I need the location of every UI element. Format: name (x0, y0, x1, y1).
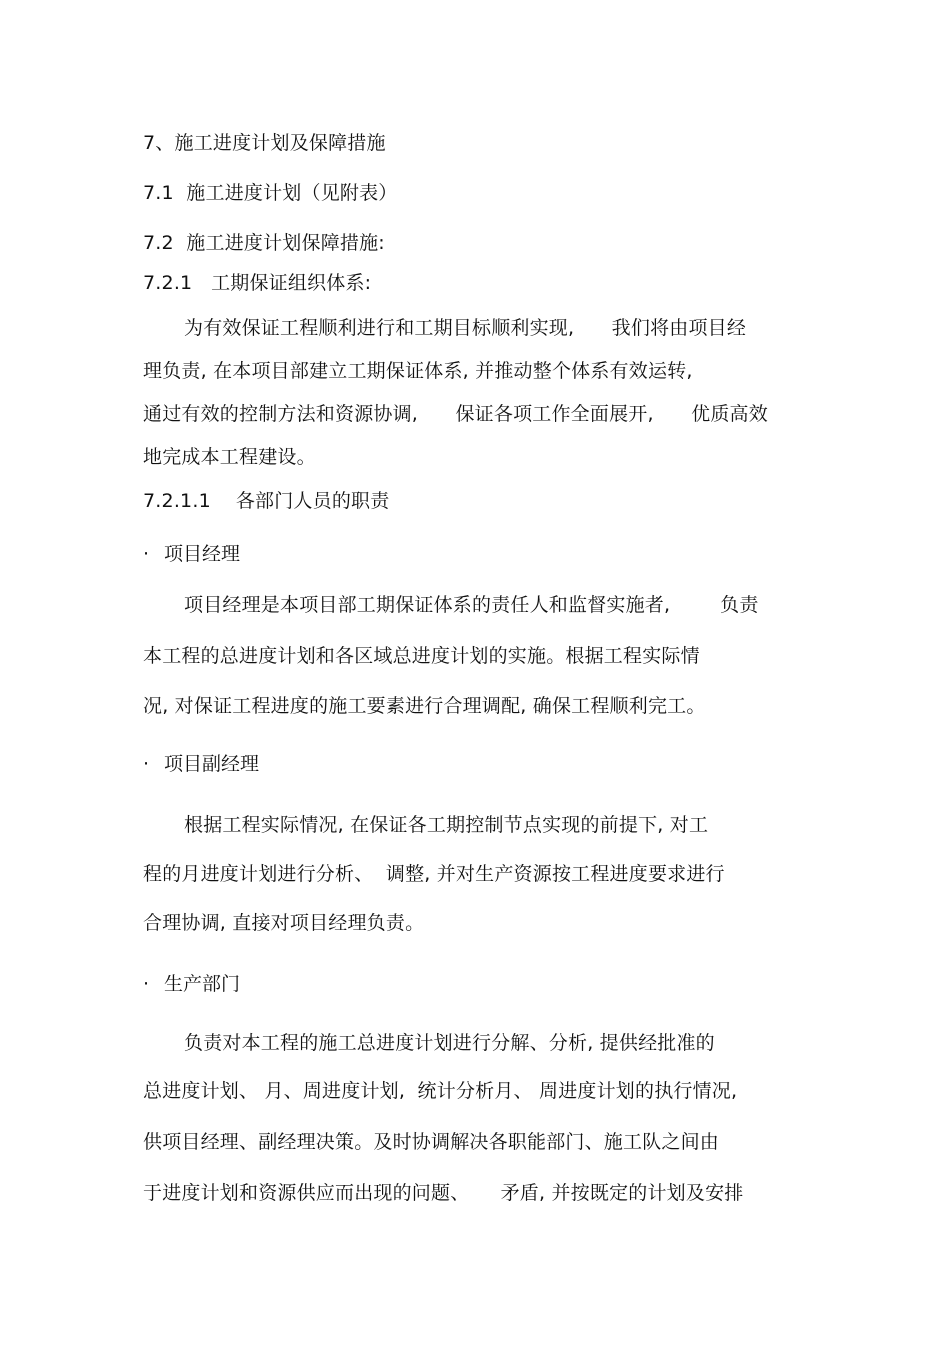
heading-7-1: 7.1 施工进度计划（见附表） (143, 182, 398, 204)
paragraph-line: 项目经理是本项目部工期保证体系的责任人和监督实施者, 负责 (184, 594, 759, 616)
paragraph-line: 合理协调, 直接对项目经理负责。 (143, 912, 425, 934)
role-title-project-manager: 项目经理 (164, 543, 241, 565)
paragraph-line: 根据工程实际情况, 在保证各工期控制节点实现的前提下, 对工 (184, 814, 709, 836)
bullet-icon: · (143, 543, 150, 565)
heading-7-2-1: 7.2.1 工期保证组织体系: (143, 272, 372, 294)
paragraph-line: 于进度计划和资源供应而出现的问题、 矛盾, 并按既定的计划及安排 (143, 1182, 744, 1204)
paragraph-line: 地完成本工程建设。 (143, 446, 316, 468)
paragraph-line: 通过有效的控制方法和资源协调, 保证各项工作全面展开, 优质高效 (143, 403, 768, 425)
heading-7: 7、施工进度计划及保障措施 (143, 132, 386, 154)
heading-7-2: 7.2 施工进度计划保障措施: (143, 232, 385, 254)
paragraph-line: 本工程的总进度计划和各区域总进度计划的实施。根据工程实际情 (143, 645, 700, 667)
paragraph-line: 负责对本工程的施工总进度计划进行分解、分析, 提供经批准的 (184, 1032, 715, 1054)
bullet-icon: · (143, 753, 150, 775)
paragraph-line: 程的月进度计划进行分析、 调整, 并对生产资源按工程进度要求进行 (143, 863, 725, 885)
heading-7-2-1-1: 7.2.1.1 各部门人员的职责 (143, 490, 390, 512)
bullet-icon: · (143, 973, 150, 995)
paragraph-line: 理负责, 在本项目部建立工期保证体系, 并推动整个体系有效运转, (143, 360, 693, 382)
paragraph-line: 况, 对保证工程进度的施工要素进行合理调配, 确保工程顺利完工。 (143, 695, 706, 717)
paragraph-line: 总进度计划、 月、周进度计划, 统计分析月、 周进度计划的执行情况, (143, 1080, 738, 1102)
paragraph-line: 供项目经理、副经理决策。及时协调解决各职能部门、施工队之间由 (143, 1131, 720, 1153)
role-title-deputy-manager: 项目副经理 (164, 753, 260, 775)
paragraph-line: 为有效保证工程顺利进行和工期目标顺利实现, 我们将由项目经 (184, 317, 747, 339)
role-title-production-dept: 生产部门 (164, 973, 241, 995)
